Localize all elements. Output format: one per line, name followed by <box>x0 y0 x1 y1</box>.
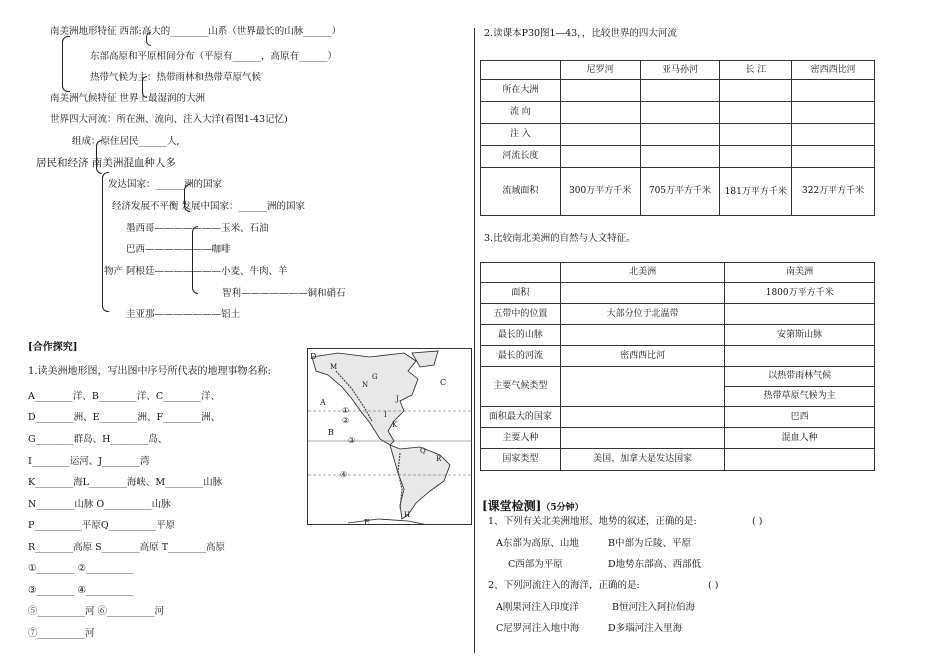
compare-header-cell: 北美洲 <box>560 263 725 283</box>
map-label-c: C <box>440 378 447 387</box>
note-chile: 智利———————铜和硝石 <box>222 288 346 299</box>
compare-row <box>481 367 875 387</box>
brace-climate <box>142 76 147 98</box>
rivers-row <box>481 102 875 124</box>
compare-cell: 面积 <box>481 283 561 304</box>
rivers-cell <box>560 124 640 146</box>
map-label-a: A <box>320 398 326 407</box>
compare-header-cell: 南美洲 <box>725 263 875 283</box>
brace-unbalanced <box>184 184 190 212</box>
map-label-g: G <box>372 373 378 381</box>
rivers-row <box>481 124 875 146</box>
map-label-d: D <box>310 352 317 361</box>
compare-cell: 最长的河流 <box>481 346 561 367</box>
compare-cell: 热带草原气候为主 <box>725 387 875 407</box>
rivers-row <box>481 80 875 102</box>
compare-row <box>481 449 875 471</box>
column-divider <box>474 28 475 653</box>
fill-line-9: ①________ ②__________ <box>28 563 134 574</box>
fill-line-3: G________群岛、H________岛、 <box>28 434 168 445</box>
note-guyana: 圭亚那———————铝土 <box>126 309 241 320</box>
note-developed: 发达国家：______洲的国家 <box>108 179 223 190</box>
test-1-option-d: D地势东部高、西部低 <box>608 559 702 570</box>
fill-line-10: ③________ ④__________ <box>28 585 134 596</box>
rivers-header-row <box>481 61 875 80</box>
fill-line-7: P__________平原Q__________平原 <box>28 520 176 531</box>
brace-products <box>192 226 198 294</box>
compare-cell: 以热带雨林气候 <box>725 367 875 387</box>
compare-cell: 国家类型 <box>481 449 561 471</box>
rivers-header-cell: 长 江 <box>720 61 792 80</box>
test-1-option-b: B中部为丘陵、平原 <box>608 538 691 549</box>
compare-cell: 1800万平方千米 <box>725 283 875 304</box>
test-question-2: 2、下列河流注入的海洋，正确的是: <box>488 580 640 591</box>
rivers-header-cell: 密西西比河 <box>792 61 875 80</box>
rivers-cell <box>640 102 720 124</box>
brace-landform <box>62 36 70 92</box>
test-question-2-answer: ( ) <box>708 580 719 591</box>
note-brazil: 巴西———————咖啡 <box>126 244 231 255</box>
rivers-header-cell <box>481 61 561 80</box>
question-3: 3.比较南北美洲的自然与人文特征。 <box>484 233 636 244</box>
compare-cell <box>560 283 725 304</box>
note-mexico: 墨西哥———————玉米、石油 <box>126 223 269 234</box>
fill-line-4: I________运河、J________湾 <box>28 456 150 467</box>
test-2-option-b: B恒河注入阿拉伯海 <box>612 602 695 613</box>
rivers-cell <box>792 80 875 102</box>
map-label-3: ③ <box>348 436 356 445</box>
map-label-j: J <box>396 395 399 403</box>
brace-west <box>146 32 151 46</box>
question-1: 1.读美洲地形图，写出图中序号所代表的地理事物名称: <box>28 366 271 377</box>
compare-cell: 密西西比河 <box>560 346 725 367</box>
compare-cell <box>560 407 725 428</box>
compare-row <box>481 283 875 304</box>
rivers-cell <box>720 124 792 146</box>
compare-cell <box>560 325 725 346</box>
brace-residents <box>96 140 102 174</box>
fill-line-12: ⑦__________河 <box>28 628 95 639</box>
compare-row <box>481 407 875 428</box>
rivers-cell: 300万平方千米 <box>560 168 640 216</box>
map-label-i: I <box>384 411 387 419</box>
note-tropical: 热带气候为主：热带雨林和热带草原气候 <box>90 72 262 83</box>
test-1-option-c: C西部为平原 <box>508 559 563 570</box>
question-2: 2.读课本P30图1—43，，比较世界的四大河流 <box>484 28 677 39</box>
compare-cell: 五带中的位置 <box>481 304 561 325</box>
compare-cell <box>560 428 725 449</box>
compare-cell <box>725 449 875 471</box>
fill-line-1: A________洋、B________洋、C________洋、 <box>28 391 221 402</box>
rivers-cell <box>640 146 720 168</box>
rivers-cell: 流域面积 <box>481 168 561 216</box>
rivers-cell <box>560 146 640 168</box>
section-cooperative: [合作探究] <box>28 342 78 353</box>
compare-cell: 美国、加拿大是发达国家 <box>560 449 725 471</box>
note-rivers: 世界四大河流：所在洲、流向、注入大洋(看图1-43记忆) <box>50 114 288 125</box>
map-label-e: E <box>364 518 370 525</box>
rivers-cell <box>640 80 720 102</box>
test-1-option-a: A东部为高原、山地 <box>496 538 579 549</box>
rivers-header-cell: 尼罗河 <box>560 61 640 80</box>
rivers-cell: 注 入 <box>481 124 561 146</box>
rivers-cell: 流 向 <box>481 102 561 124</box>
test-question-1: 1、下列有关北美洲地形、地势的叙述，正确的是: <box>488 516 697 527</box>
rivers-cell <box>560 80 640 102</box>
test-question-1-answer: ( ) <box>752 516 763 527</box>
rivers-cell: 181万平方千米 <box>720 168 792 216</box>
rivers-cell: 322万平方千米 <box>792 168 875 216</box>
test-2-option-c: C尼罗河注入地中海 <box>496 623 580 634</box>
compare-header-row <box>481 263 875 283</box>
section-class-test <box>482 500 584 514</box>
rivers-cell <box>720 146 792 168</box>
note-unbalanced: 经济发展不平衡 发展中国家：______洲的国家 <box>112 201 306 212</box>
map-label-b: B <box>328 428 334 437</box>
compare-cell: 最长的山脉 <box>481 325 561 346</box>
compare-header-cell <box>481 263 561 283</box>
map-label-h: H <box>404 511 411 519</box>
greenland-shape <box>412 351 438 367</box>
map-label-1: ① <box>342 406 350 415</box>
note-landform: 南美洲地形特征 西部:高大的________山系（世界最长的山脉______） <box>50 26 342 37</box>
compare-cell <box>725 304 875 325</box>
map-label-r: R <box>436 455 442 463</box>
rivers-row <box>481 146 875 168</box>
compare-cell: 主要气候类型 <box>481 367 561 407</box>
class-test-title: [课堂检测] <box>482 499 542 513</box>
rivers-cell: 河流长度 <box>481 146 561 168</box>
map-label-n: N <box>362 381 369 389</box>
americas-map <box>307 348 472 525</box>
map-label-q: Q <box>420 447 426 455</box>
map-label-m: M <box>330 363 338 371</box>
compare-cell: 混血人种 <box>725 428 875 449</box>
rivers-cell <box>792 124 875 146</box>
compare-cell: 面积最大的国家 <box>481 407 561 428</box>
rivers-cell <box>792 146 875 168</box>
compare-cell <box>725 346 875 367</box>
map-label-2: ② <box>342 416 350 425</box>
compare-row <box>481 428 875 449</box>
note-residents: 居民和经济 南美洲混血种人多 <box>36 157 176 169</box>
rivers-cell <box>792 102 875 124</box>
rivers-cell: 所在大洲 <box>481 80 561 102</box>
rivers-cell <box>640 124 720 146</box>
rivers-cell: 705万平方千米 <box>640 168 720 216</box>
fill-line-5: K________海L________海峡、M________山脉 <box>28 477 223 488</box>
brace-economy <box>102 172 109 312</box>
map-label-k: K <box>392 421 398 429</box>
compare-cell: 安第斯山脉 <box>725 325 875 346</box>
rivers-cell <box>720 102 792 124</box>
rivers-row <box>481 168 875 216</box>
fill-line-6: N________山脉 O__________山脉 <box>28 499 171 510</box>
compare-cell <box>560 367 725 407</box>
test-2-option-a: A刚果河注入印度洋 <box>496 602 579 613</box>
compare-cell: 巴西 <box>725 407 875 428</box>
compare-cell: 主要人种 <box>481 428 561 449</box>
map-label-4: ④ <box>340 470 348 479</box>
antarctica-shape <box>348 519 428 525</box>
fill-line-11: ⑤__________河 ⑥__________河 <box>28 606 165 617</box>
compare-cell: 大部分位于北温带 <box>560 304 725 325</box>
rivers-cell <box>560 102 640 124</box>
compare-row <box>481 304 875 325</box>
rivers-cell <box>720 80 792 102</box>
fill-line-8: R________高原 S________高原 T________高原 <box>28 542 226 553</box>
note-east-plains: 东部高原和平原相间分布（平原有______，高原有______） <box>90 51 338 62</box>
compare-row <box>481 346 875 367</box>
rivers-header-cell: 亚马孙河 <box>640 61 720 80</box>
test-2-option-d: D多瑙河注入里海 <box>608 623 683 634</box>
class-test-time: （5分钟） <box>541 503 584 513</box>
fill-line-2: D________洲、E________洲、F________洲、 <box>28 412 221 423</box>
compare-table <box>480 262 875 471</box>
note-argentina: 物产 阿根廷———————小麦、牛肉、羊 <box>104 266 288 277</box>
note-composition: 组成：原住居民______人, <box>72 136 180 147</box>
compare-row <box>481 325 875 346</box>
note-climate: 南美洲气候特征 世界上最湿润的大洲 <box>50 93 206 104</box>
rivers-table <box>480 60 875 216</box>
